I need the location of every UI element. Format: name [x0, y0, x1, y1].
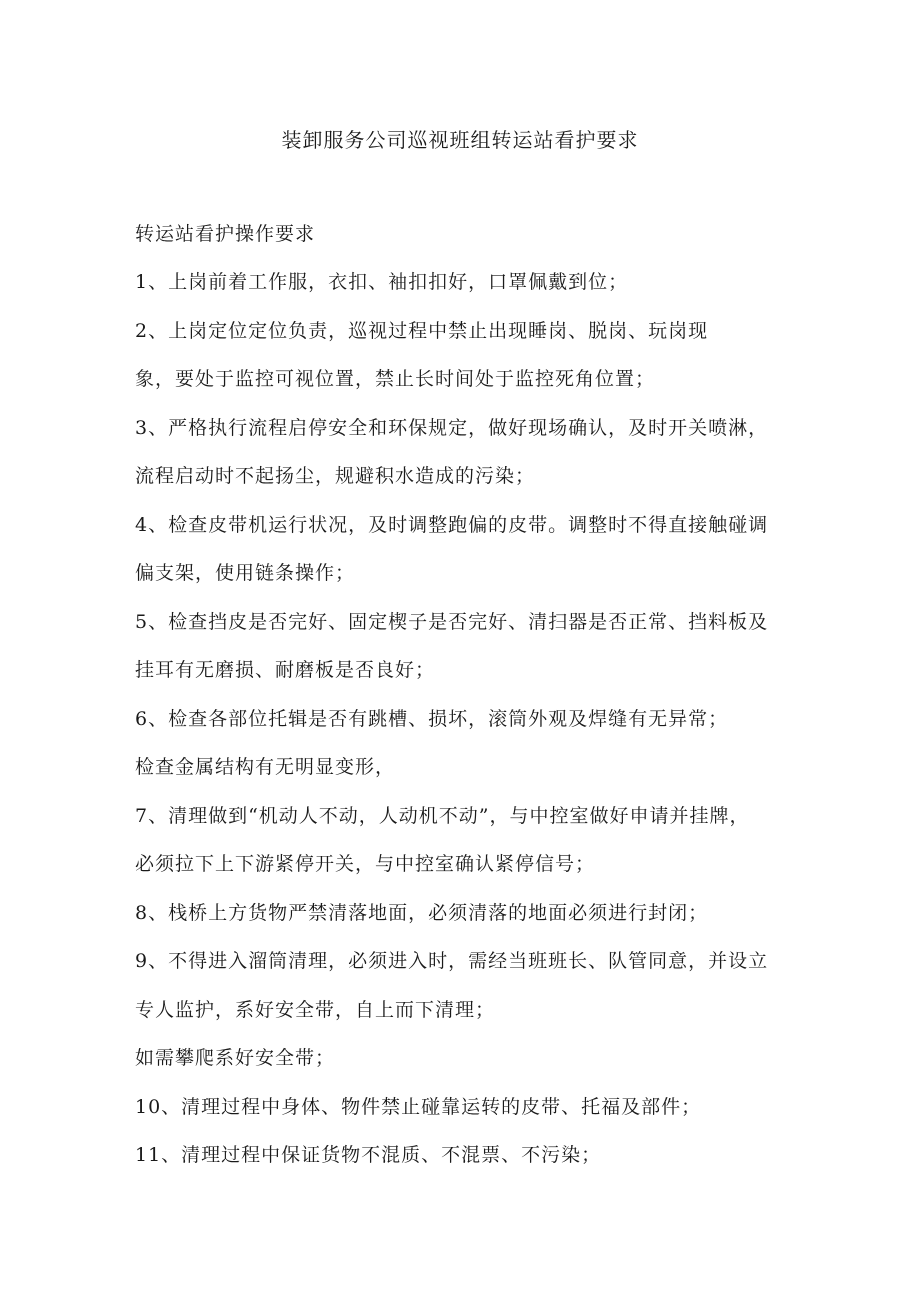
paragraph-line: 5、检查挡皮是否完好、固定楔子是否完好、清扫器是否正常、挡料板及 [135, 610, 769, 633]
section-heading: 转运站看护操作要求 [135, 223, 316, 245]
paragraph-line: 3、严格执行流程启停安全和环保规定，做好现场确认，及时开关喷淋， [135, 416, 769, 439]
paragraph-line: 11、清理过程中保证货物不混质、不混票、不污染； [135, 1144, 602, 1166]
paragraph-line: 必须拉下上下游紧停开关，与中控室确认紧停信号； [135, 853, 596, 875]
paragraph-line: 如需攀爬系好安全带； [135, 1047, 336, 1069]
paragraph-line: 检查金属结构有无明显变形， [135, 756, 396, 778]
paragraph-line: 挂耳有无磨损、耐磨板是否良好； [135, 659, 436, 681]
paragraph-line: 4、检查皮带机运行状况，及时调整跑偏的皮带。调整时不得直接触碰调 [135, 513, 769, 536]
paragraph-line: 10、清理过程中身体、物件禁止碰靠运转的皮带、托福及部件； [135, 1095, 702, 1118]
paragraph-line: 1、上岗前着工作服，衣扣、袖扣扣好，口罩佩戴到位； [135, 271, 629, 293]
paragraph-line: 9、不得进入溜筒清理，必须进入时，需经当班班长、队管同意，并设立 [135, 950, 769, 972]
paragraph-line: 6、检查各部位托辑是否有跳槽、损坏，滚筒外观及焊缝有无异常； [135, 707, 729, 730]
paragraph-line: 偏支架，使用链条操作； [135, 562, 356, 584]
paragraph-line: 2、上岗定位定位负责，巡视过程中禁止出现睡岗、脱岗、玩岗现 [135, 319, 709, 342]
document-title: 装卸服务公司巡视班组转运站看护要求 [281, 128, 639, 152]
document-body [135, 210, 795, 1180]
paragraph-line: 7、清理做到“机动人不动，人动机不动”，与中控室做好申请并挂牌， [135, 804, 750, 827]
paragraph-line: 8、栈桥上方货物严禁清落地面，必须清落的地面必须进行封闭； [135, 901, 709, 924]
paragraph-line: 专人监护，系好安全带，自上而下清理； [135, 998, 496, 1021]
paragraph-line: 流程启动时不起扬尘，规避积水造成的污染； [135, 465, 536, 487]
paragraph-line: 象，要处于监控可视位置，禁止长时间处于监控死角位置； [135, 368, 656, 390]
